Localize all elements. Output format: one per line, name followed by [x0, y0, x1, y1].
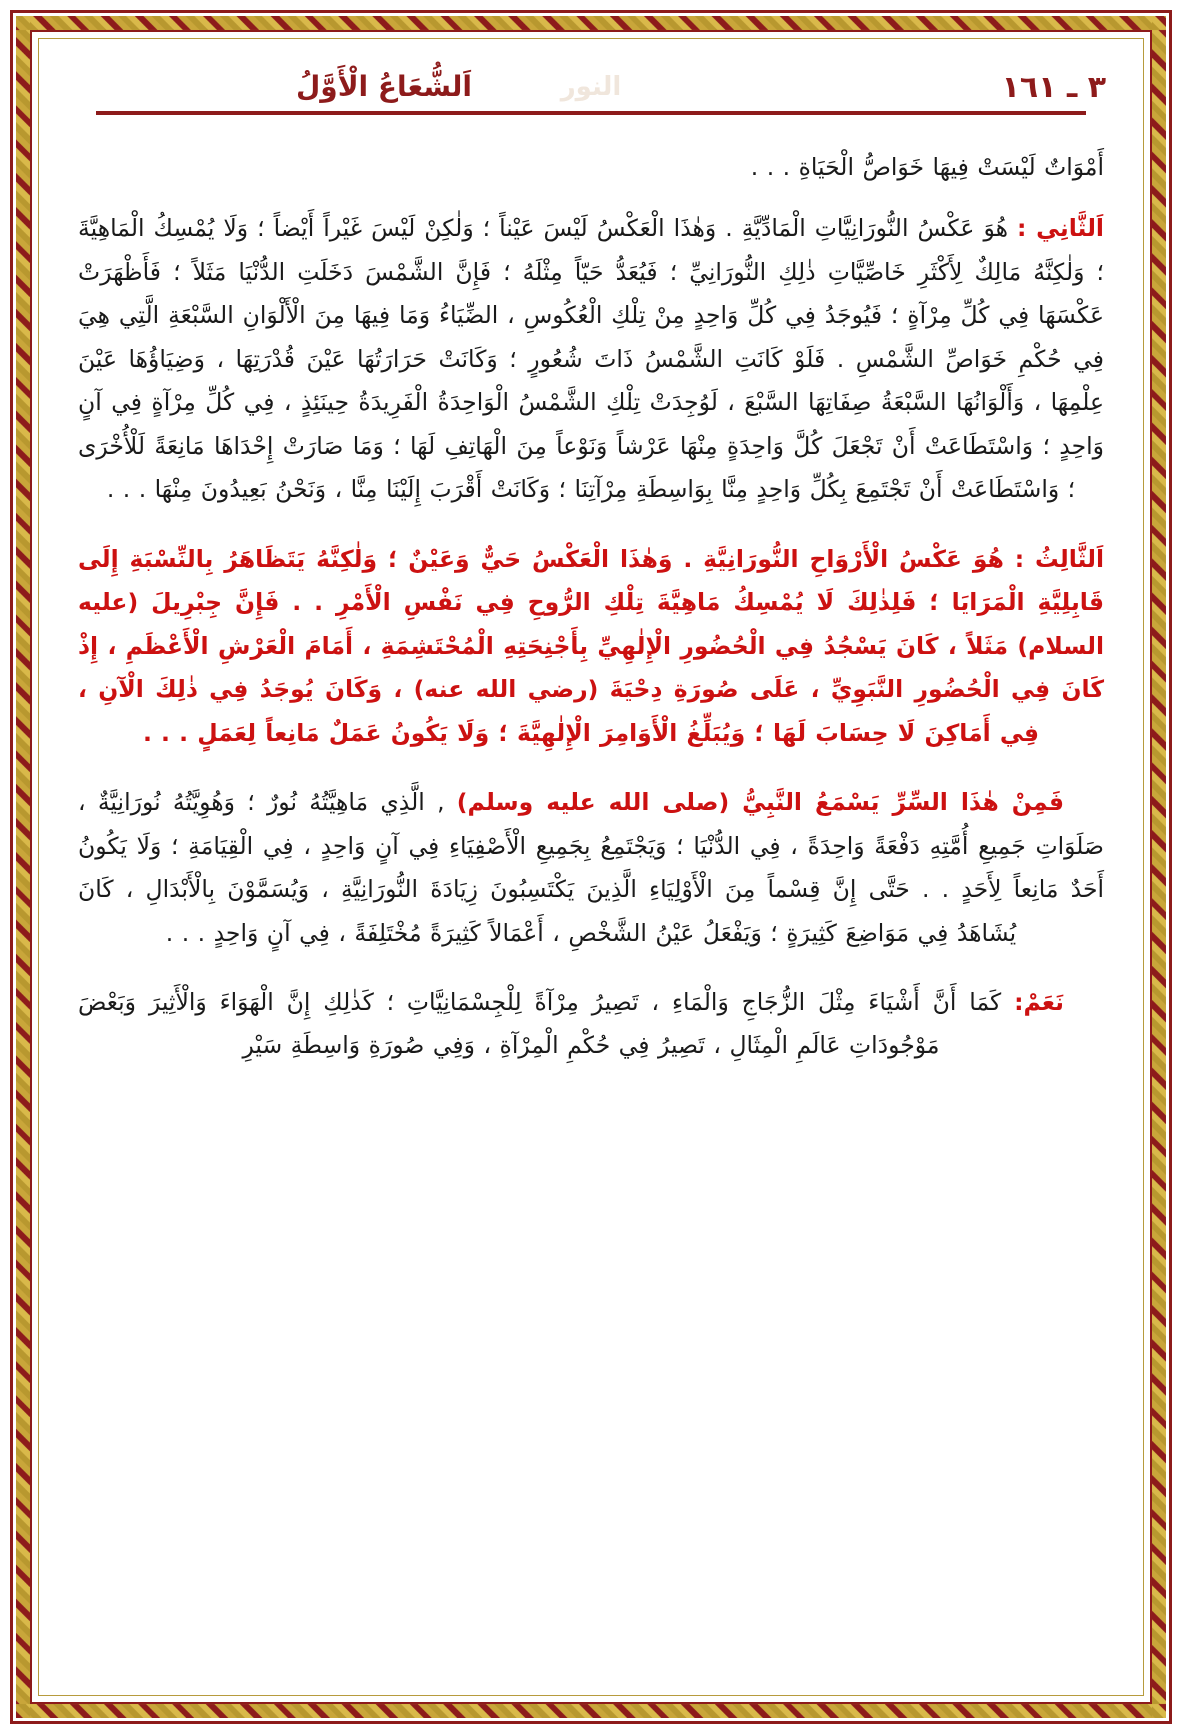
watermark-text: النور	[560, 72, 622, 102]
paragraph-5-lead: نَعَمْ:	[1014, 987, 1064, 1016]
page-number: ٣ ـ ١٦١	[1001, 70, 1106, 105]
paragraph-3: اَلثَّالِثُ : هُوَ عَكْسُ الْأَرْوَاحِ النُّورَانِيَّةِ . وَهٰذَا الْعَكْسُ حَيٌّ وَعَيْنٌ ؛ وَلٰكِنَّهُ يَتَظَاهَرُ بِالنِّسْبَةِ إِلَى قَابِلِيَّةِ الْمَرَايَا ؛ فَلِذٰلِكَ لَا يُمْسِكُ مَاهِيَّةَ تِلْكِ الرُّوحِ فِي نَفْسِ الْأَمْرِ . . فَإِنَّ جِبْرِيلَ (عليه السلام) مَثَلاً ، كَانَ يَسْجُدُ فِي الْحُضُورِ الْإِلٰهِيِّ بِأَجْنِحَتِهِ الْمُحْتَشِمَةِ ، أَمَامَ الْعَرْشِ الْأَعْظَمِ ، إِذْ كَانَ فِي الْحُضُورِ النَّبَوِيِّ ، عَلَى صُورَةِ دِحْيَةَ (رضي الله عنه) ، وَكَانَ يُوجَدُ فِي ذٰلِكَ الْآنِ ، فِي أَمَاكِنَ لَا حِسَابَ لَهَا ؛ وَيُبَلِّغُ الْأَوَامِرَ الْإِلٰهِيَّةَ ؛ وَلَا يَكُونُ عَمَلٌ مَانِعاً لِعَمَلٍ . . .	[78, 544, 1104, 747]
paragraph-4-lead: فَمِنْ هٰذَا السِّرِّ يَسْمَعُ النَّبِيُّ (صلى الله عليه وسلم)	[456, 788, 1064, 817]
page-header	[52, 52, 1130, 130]
paragraph-spacer	[78, 759, 1104, 781]
page-title: اَلشُّعَاعُ الْأَوَّلُ	[296, 70, 472, 103]
paragraph-2-lead: اَلثَّانِي :	[1016, 214, 1104, 243]
body-text	[52, 130, 1130, 1068]
header-divider	[96, 111, 1086, 115]
paragraph-spacer	[78, 516, 1104, 538]
paragraph-4-text: , الَّذِي مَاهِيَّتُهُ نُورٌ ؛ وَهُوِيَّتُهُ نُورَانِيَّةٌ ، صَلَوَاتِ جَمِيعِ أُمَّتِهِ دَفْعَةً وَاحِدَةً ، فِي الدُّنْيَا ؛ وَيَجْتَمِعُ بِجَمِيعِ الْأَصْفِيَاءِ فِي آنٍ وَاحِدٍ ، فِي الْقِيَامَةِ ؛ وَلَا يَكُونُ أَحَدٌ مَانِعاً لِأَحَدٍ . . حَتَّى إِنَّ قِسْماً مِنَ الْأَوْلِيَاءِ الَّذِينَ يَكْتَسِبُونَ زِيَادَةَ النُّورَانِيَّةِ ، وَيُسَمَّوْنَ بِالْأَبْدَالِ ، كَانَ يُشَاهَدُ فِي مَوَاضِعَ كَثِيرَةٍ ؛ وَيَفْعَلُ عَيْنُ الشَّخْصِ ، أَعْمَالاً كَثِيرَةً مُخْتَلِفَةً ، فِي آنٍ وَاحِدٍ . . .	[78, 788, 1104, 947]
paragraph-spacer	[78, 193, 1104, 207]
paragraph-2	[78, 207, 1104, 511]
paragraph-2-text: هُوَ عَكْسُ النُّورَانِيَّاتِ الْمَادِّيَّةِ . وَهٰذَا الْعَكْسُ لَيْسَ عَيْناً ؛ وَلٰكِنْ لَيْسَ غَيْراً أَيْضاً ؛ وَلَا يُمْسِكُ الْمَاهِيَّةَ ؛ وَلٰكِنَّهُ مَالِكٌ لِأَكْثَرِ خَاصِّيَّاتِ ذٰلِكِ النُّورَانِيِّ ؛ فَيُعَدُّ حَيّاً مِثْلَهُ ؛ فَإِنَّ الشَّمْسَ دَخَلَتِ الدُّنْيَا مَثَلاً ؛ فَأَظْهَرَتْ عَكْسَهَا فِي كُلِّ مِرْآةٍ ؛ فَيُوجَدُ فِي كُلِّ وَاحِدٍ مِنْ تِلْكِ الْعُكُوسِ ، الضِّيَاءُ وَمَا فِيهَا مِنَ الْأَلْوَانِ السَّبْعَةِ الَّتِي هِيَ فِي حُكْمِ خَوَاصِّ الشَّمْسِ . فَلَوْ كَانَتِ الشَّمْسُ ذَاتَ شُعُورٍ ؛ وَكَانَتْ حَرَارَتُهَا عَيْنَ قُدْرَتِهَا ، وَضِيَاؤُهَا عَيْنَ عِلْمِهَا ، وَأَلْوَانُهَا السَّبْعَةُ صِفَاتِهَا السَّبْعَ ، لَوُجِدَتْ تِلْكِ الشَّمْسُ الْوَاحِدَةُ الْفَرِيدَةُ حِينَئِذٍ ، فِي كُلِّ مِرْآةٍ فِي آنٍ وَاحِدٍ ؛ وَاسْتَطَاعَتْ أَنْ تَجْعَلَ كُلَّ وَاحِدَةٍ مِنْهَا عَرْشاً وَنَوْعاً مِنَ الْهَاتِفِ لَهَا ؛ وَمَا صَارَتْ إِحْدَاهَا مَانِعَةً لَلْأُخْرَى ؛ وَاسْتَطَاعَتْ أَنْ تَجْتَمِعَ بِكُلِّ وَاحِدٍ مِنَّا بِوَاسِطَةِ مِرْآتِنَا ؛ وَكَانَتْ أَقْرَبَ إِلَيْنَا مِنَّا ، وَنَحْنُ بَعِيدُونَ مِنْهَا . . .	[78, 214, 1104, 504]
paragraph-1: أَمْوَاتٌ لَيْسَتْ فِيهَا خَوَاصُّ الْحَيَاةِ . . .	[750, 153, 1104, 181]
paragraph-5-text: كَمَا أَنَّ أَشْيَاءَ مِثْلَ الزُّجَاجِ وَالْمَاءِ ، تَصِيرُ مِرْآةً لِلْجِسْمَانِيَّاتِ ؛ كَذٰلِكِ إِنَّ الْهَوَاءَ وَالْأَثِيرَ وَبَعْضَ مَوْجُودَاتِ عَالَمِ الْمِثَالِ ، تَصِيرُ فِي حُكْمِ الْمِرْآةِ ، وَفِي صُورَةِ وَاسِطَةِ سَيْرِ	[78, 987, 1002, 1060]
page-content	[52, 52, 1130, 1682]
paragraph-4	[78, 781, 1104, 955]
paragraph-spacer	[78, 959, 1104, 981]
paragraph-5	[78, 981, 1104, 1068]
